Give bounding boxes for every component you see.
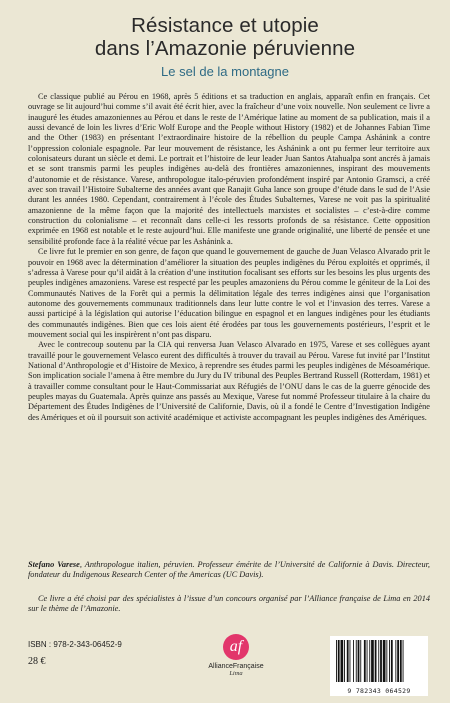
blurb-paragraph-1: Ce classique publié au Pérou en 1968, après 5 éditions et sa traduction en anglais, apparaît enfin en français. Cet ouvrage se lit aujourd’hui comme s’il avait été écrit hier, avec la fraîcheur d’une voix nouvelle. Non seulement ce livre a inauguré les études amazoniennes au Pérou et dans le reste de l’Amérique latine au moment de sa publication, mais il a aussi devancé de loin les livres d’Eric Wolf Europe and the People without History (1982) et de Johannes Fabian Time and the Other (1983) en présentant l’extraordinaire histoire de la rébellion du peuple Campa Ashánink a contre l’oppression coloniale espagnole. Par leur mouvement de résistance, les Ashánink a ont pu fermer leur territoire aux colonisateurs durant un siècle et demi. Le portrait et l’histoire de leur leader Juan Santos Atahualpa sont ancrés à jamais et se sont transmis parmi les peuples indigènes au-delà des frontières amazoniennes, inspirant des mouvements d’autonomie et de résistance. Varese, anthropologue italo-péruvien profondément inspiré par Antonio Gramsci, a créé avec son travail l’Histoire Subalterne des années avant que Ranajit Guha lance son groupe d’étude dans le sud de l’Asie durant les années 1980. Cependant, contrairement à l’école des Études Subalternes, Varese ne voit pas la spiritualité amazonienne de la même façon que la majorité des intellectuels marxistes et socialistes – c’est-à-dire comme construction du colonialisme – et reconnaît dans celle-ci les ressorts profonds de sa résistance. Cette opposition exprimée en 1968 est notable et le reste aujourd’hui. Elle manifeste une grande originalité, une liberté de pensée et une sensibilité profonde face à la réalité vécue par les Ashánink a. [28,92,430,246]
barcode-bar [397,640,399,682]
barcode-bar [395,640,396,682]
af-logo-city: Lima [229,670,243,677]
title-line-1: Résistance et utopie [131,14,319,37]
barcode-bars [330,636,428,686]
barcode-bar [347,640,349,682]
af-logo-name: AllianceFrançaise [208,663,264,670]
selection-note: Ce livre a été choisi par des spécialistes à l’issue d’un concours organisé par l’Alliance française de Lima en 2014 sur le thème de l’Amazonie. [28,594,430,614]
alliance-francaise-logo [206,634,266,692]
barcode-bar [380,640,382,682]
barcode-bar [383,640,386,682]
barcode-digits: 9 782343 064529 [347,687,411,695]
barcode [330,636,428,696]
title-line-2: dans l’Amazonie péruvienne [94,37,356,60]
barcode-bar [375,640,377,682]
barcode-bar [367,640,368,682]
barcode-bar [389,640,390,682]
barcode-bar [358,640,360,682]
barcode-bar [386,640,387,682]
barcode-bar [338,640,340,682]
barcode-bar [364,640,366,682]
barcode-bar [369,640,370,682]
author-name: Stefano Varese [28,560,80,569]
barcode-bar [378,640,379,682]
barcode-bar [344,640,345,682]
barcode-bar [360,640,361,682]
blurb-paragraph-3: Avec le contrecoup soutenu par la CIA qui renversa Juan Velasco Alvarado en 1975, Varese et ses collègues ayant travaillé pour le gouvernement Velasco eurent des difficultés à trouver du travail au Pérou. Varese fut invité par l’Institut National d’Anthropologie et d’Histoire de Mexico, à reprendre ses études parmi les peuples indigènes de Mésoamérique. Son implication sociale l’amena à être membre du Jury du IV tribunal des Peuples Bertrand Russell (Rotterdam, 1981) et à travailler comme consultant pour le Haut-Commissariat aux Réfugiés de l’ONU dans le cas de la guerre génocide des peuples mayas du Guatemala. Après quinze ans passés au Mexique, Varese fut nommé Professeur titulaire à la chaire du Département des Études Indigènes de l’Université de Californie, Davis, où il a fondé le Centre d’Investigation Indigène des Amériques et où il poursuit son activité académique et activiste accompagnant les peuples indigènes des Amériques. [28,340,430,422]
isbn: ISBN : 978-2-343-06452-9 [28,640,122,649]
barcode-bar [341,640,344,682]
author-description: , Anthropologue italien, péruvien. Professeur émérite de l’Université de Californie à Davis. Directeur, fondateur du Indigenous Research Center of the Americas (UC Davis). [28,560,430,580]
barcode-bar [356,640,357,682]
blurb [28,92,430,423]
af-logo-mark: af [223,634,249,660]
barcode-bar [336,640,337,682]
book-title [0,14,450,60]
barcode-bar [391,640,393,682]
book-subtitle: Le sel de la montagne [161,64,289,79]
barcode-bar [350,640,351,682]
barcode-bar [403,640,404,682]
blurb-paragraph-2: Ce livre fut le premier en son genre, de façon que quand le gouvernement de gauche de Juan Velasco Alvarado prit le pouvoir en 1968 avec la détermination d’améliorer la situation des peuples indigènes du Pérou exploités et opprimés, il s’adressa à Varese pour qu’il aidât à la création d’une institution focalisant ses efforts sur les besoins les plus urgents des peuples indigènes amazoniens. Varese est respecté par les peuples amazoniens du Pérou comme le géniteur de la Loi des Communautés Natives de la Forêt qui a permis la délimitation légale des terres indigènes ainsi que l’organisation autonome des gouvernements communaux traditionnels dans leur lutte contre le vol et l’invasion des terres. Varese a aussi participé à la législation qui autorise l’éducation bilingue en espagnol et en langues indigènes pour les étudiants des communautés indigènes. Bien que ces lois aient été érodées par tous les gouvernements postérieurs, l’esprit et le mouvement social qui les inspirèrent n’ont pas disparu. [28,247,430,339]
price: 28 € [28,656,46,667]
barcode-bar [353,640,354,682]
barcode-bar [371,640,374,682]
barcode-bar [400,640,402,682]
author-bio [28,560,430,581]
